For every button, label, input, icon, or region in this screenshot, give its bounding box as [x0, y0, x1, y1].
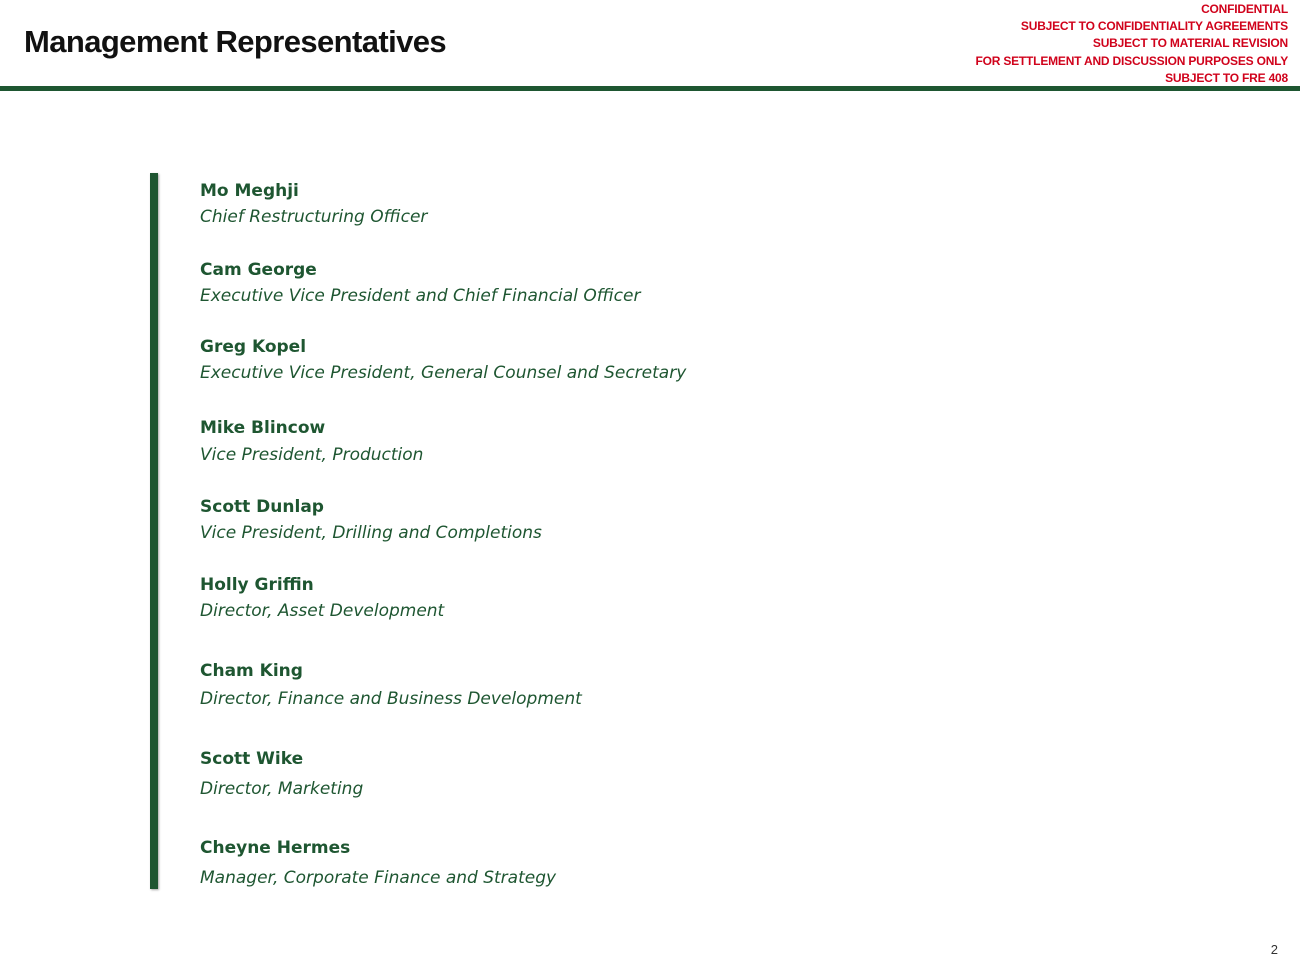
page-number: 2	[1270, 942, 1278, 957]
representative-name: Cam George	[200, 260, 317, 280]
representative-entry	[200, 259, 640, 307]
representative-title: Vice President, Drilling and Completions	[200, 523, 542, 543]
disclaimer-line: CONFIDENTIAL	[1201, 2, 1288, 16]
representative-entry	[200, 336, 686, 384]
representative-name: Mike Blincow	[200, 418, 326, 438]
header-divider	[0, 86, 1300, 91]
representative-title: Vice President, Production	[200, 445, 424, 465]
representative-entry	[200, 837, 556, 889]
representative-name: Holly Griffin	[200, 575, 314, 595]
representative-name: Mo Meghji	[200, 181, 299, 201]
representative-title: Chief Restructuring Officer	[200, 207, 428, 227]
representative-name: Greg Kopel	[200, 337, 307, 357]
representative-title: Director, Finance and Business Development	[200, 689, 582, 709]
confidentiality-notice	[975, 1, 1288, 87]
representative-entry	[200, 180, 427, 228]
representative-name: Scott Wike	[200, 749, 304, 769]
representative-entry	[200, 496, 542, 544]
accent-bar	[150, 173, 158, 889]
disclaimer-line: SUBJECT TO MATERIAL REVISION	[1092, 36, 1288, 51]
representative-entry	[200, 748, 363, 800]
representative-name: Cham King	[200, 661, 303, 681]
representative-title: Executive Vice President and Chief Financial Officer	[200, 286, 641, 306]
representative-title: Manager, Corporate Finance and Strategy	[200, 868, 557, 888]
disclaimer-line: FOR SETTLEMENT AND DISCUSSION PURPOSES ONLY	[975, 53, 1288, 68]
representative-name: Scott Dunlap	[200, 497, 324, 517]
representative-title: Director, Marketing	[200, 779, 364, 799]
representative-entry	[200, 417, 423, 466]
disclaimer-line: SUBJECT TO FRE 408	[1165, 70, 1288, 85]
representative-title: Director, Asset Development	[200, 601, 445, 621]
representative-name: Cheyne Hermes	[200, 838, 351, 858]
representative-title: Executive Vice President, General Counsel and Secretary	[200, 363, 687, 383]
representative-entry	[200, 574, 444, 622]
page-title: Management Representatives	[24, 24, 447, 59]
disclaimer-line: SUBJECT TO CONFIDENTIALITY AGREEMENTS	[1020, 19, 1288, 34]
representative-entry	[200, 660, 582, 710]
